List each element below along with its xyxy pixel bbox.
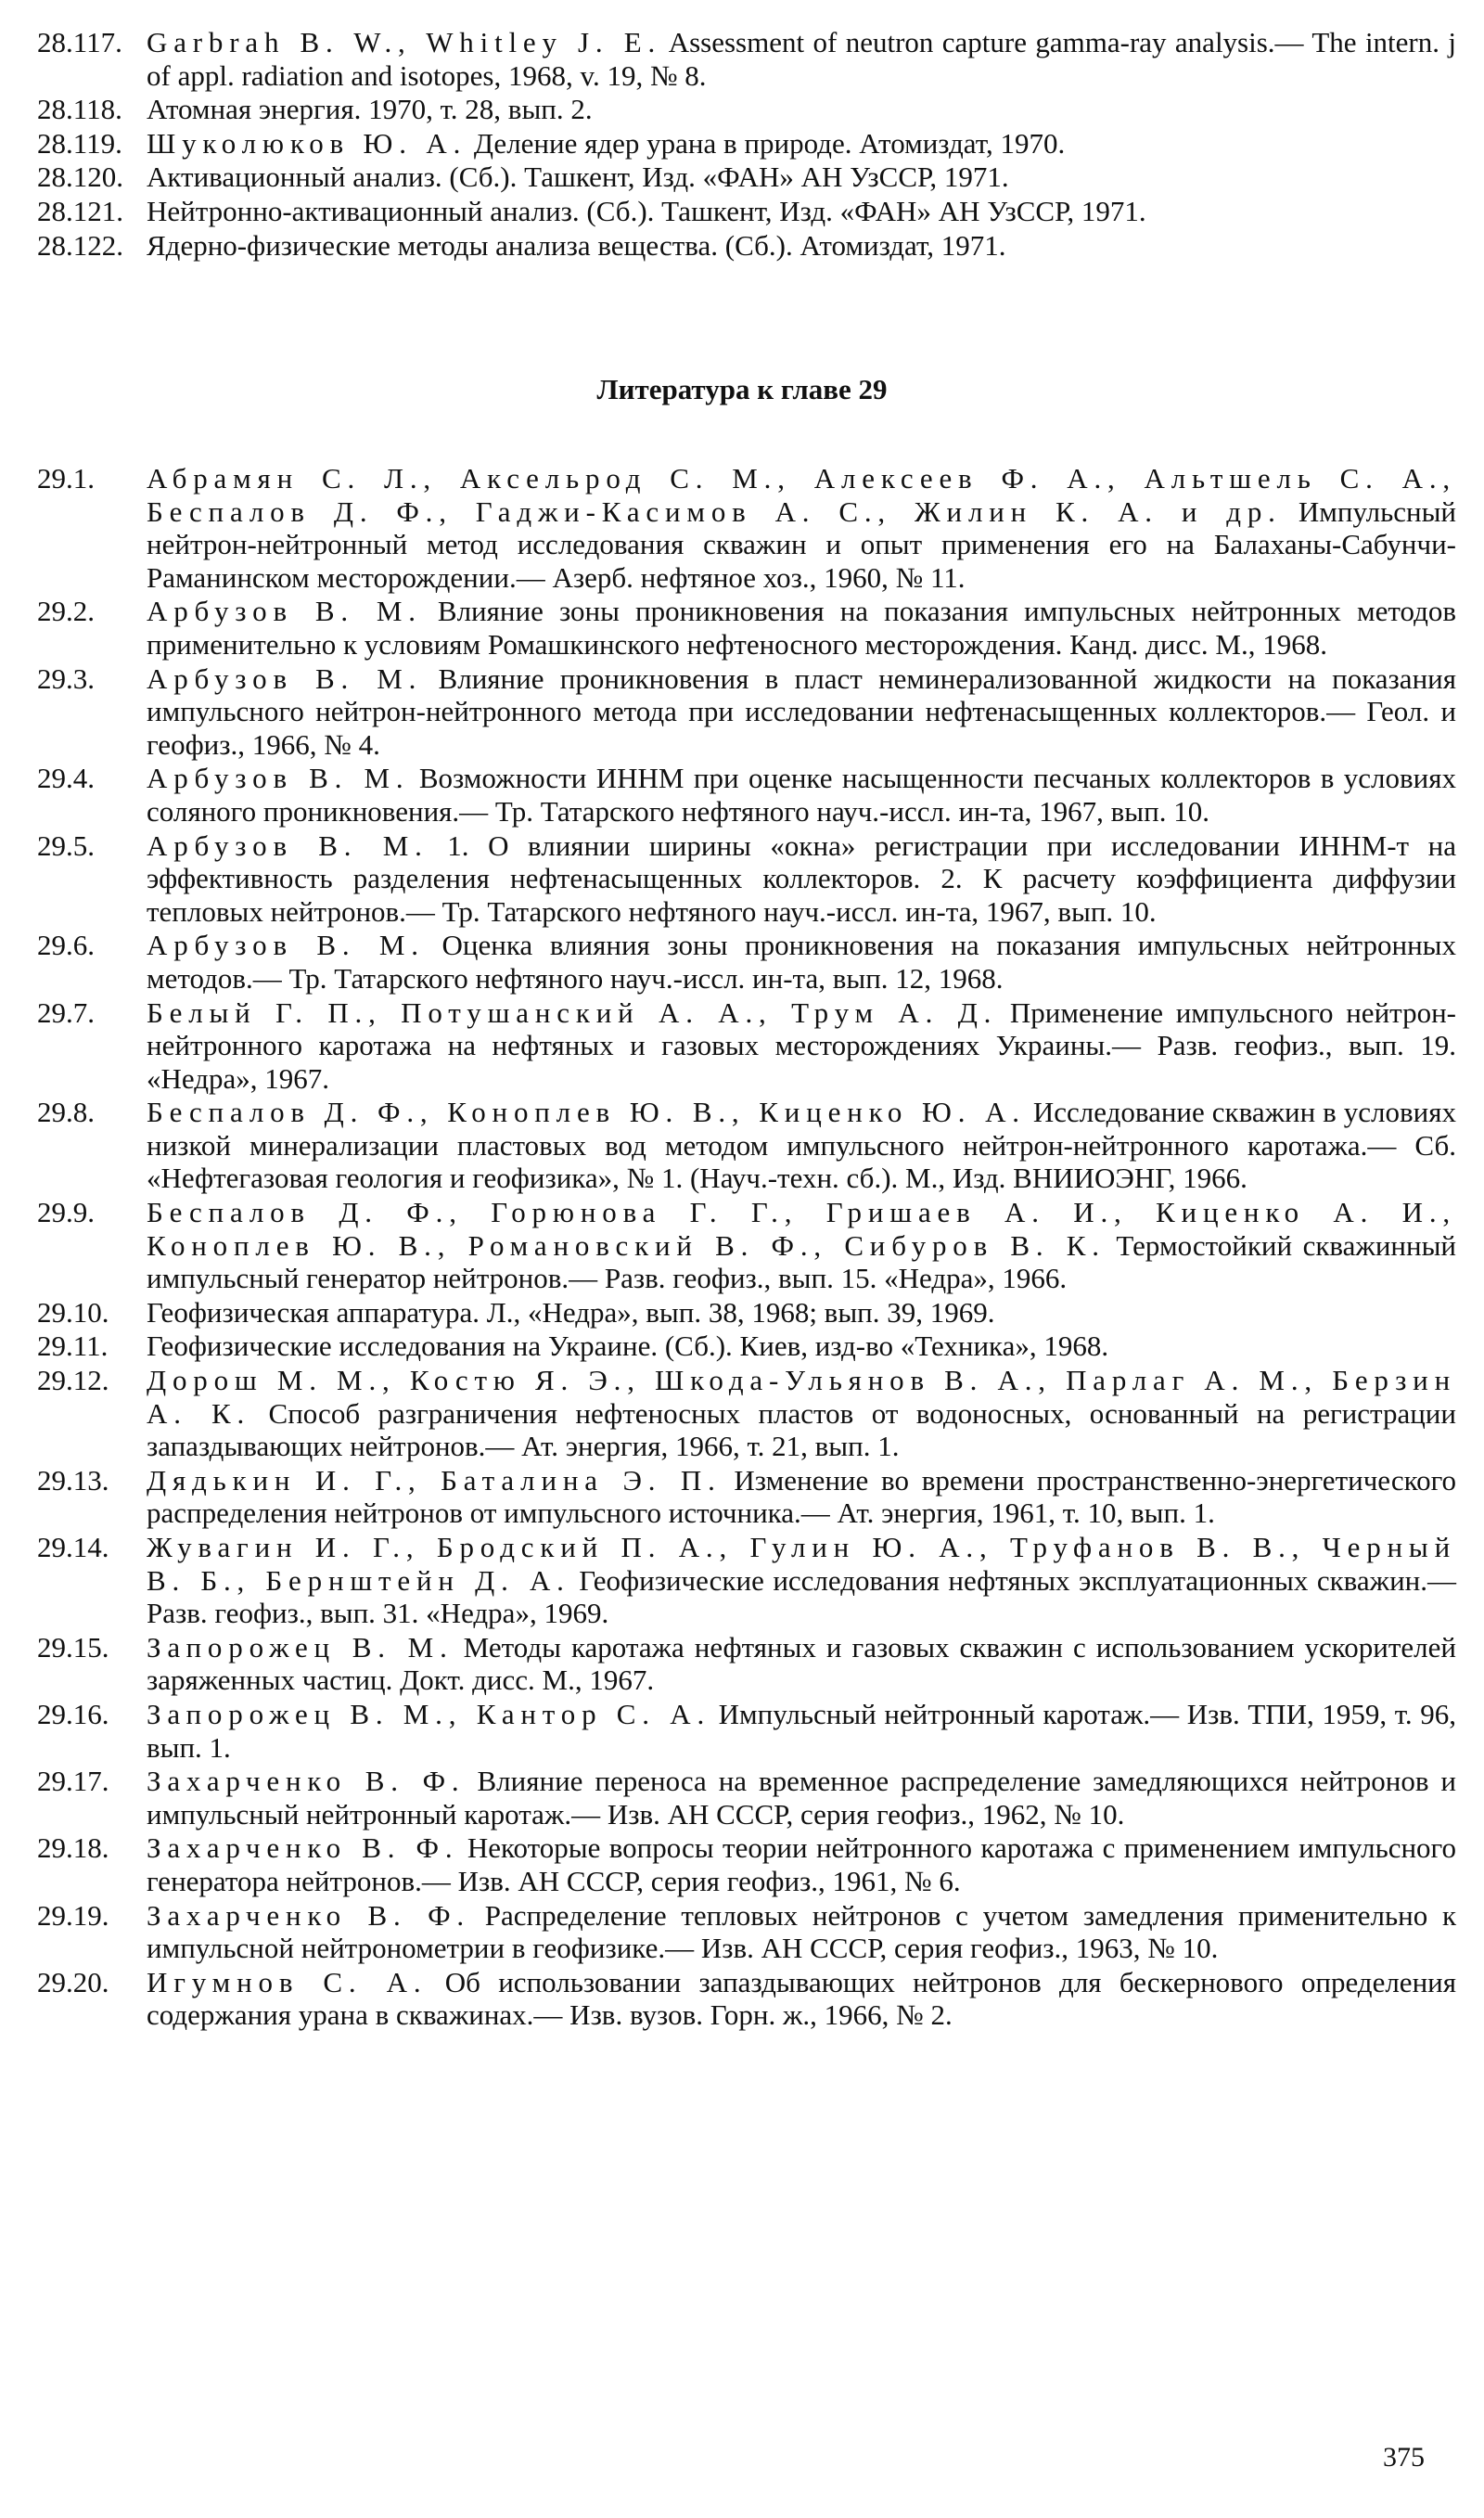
reference-text: Исследование скважин в условиях низкой минерализации пластовых вод методом импульсного нейтрон-нейтронного каротажа.— Сб. «Нефтегазовая геология и геофизика», № 1. (Науч.-техн. сб.). М., Изд. ВНИИОЭНГ, 1966.	[147, 1096, 1456, 1195]
reference-text: Активационный анализ. (Сб.). Ташкент, Изд. «ФАН» АН УзССР, 1971.	[147, 161, 1009, 194]
reference-entry	[37, 1296, 1456, 1330]
reference-text: Распределение тепловых нейтронов с учетом замедления применительно к импульсной нейтронометрии в геофизике.— Изв. АН СССР, серия геофиз., 1963, № 10.	[147, 1898, 1457, 1965]
reference-number: 29.19.	[37, 1898, 109, 1932]
reference-entry	[37, 93, 1456, 126]
reference-text: Возможности ИННМ при оценке насыщенности песчаных коллекторов в условиях соляного проникновения.— Тр. Татарского нефтяного науч.-иссл. ин-та, 1967, вып. 10.	[147, 762, 1456, 828]
reference-text: Геофизические исследования на Украине. (Сб.). Киев, изд-во «Техника», 1968.	[147, 1330, 1109, 1363]
reference-authors: Захарченко В. Ф.	[147, 1831, 459, 1865]
reference-authors: Беспалов Д. Ф., Горюнова Г. Г., Гришаев А. И., Киценко А. И., Коноплев Ю. В., Романовский В. Ф., Сибуров В. К.	[147, 1196, 1456, 1262]
reference-entry	[37, 1765, 1456, 1831]
reference-entry	[37, 1966, 1456, 2032]
reference-text: Деление ядер урана в природе. Атомиздат, 1970.	[473, 126, 1066, 160]
reference-text: Об использовании запаздывающих нейтронов для бескернового определения содержания урана в скважинах.— Изв. вузов. Горн. ж., 1966, № 2.	[147, 1965, 1457, 2032]
reference-number: 28.122.	[37, 228, 123, 262]
reference-authors: Жувагин И. Г., Бродский П. А., Гулин Ю. А., Труфанов В. В., Черный В. Б., Бернштейн Д. А.	[147, 1531, 1456, 1597]
reference-number: 28.117.	[37, 26, 122, 58]
reference-entry	[37, 462, 1456, 594]
reference-text: Некоторые вопросы теории нейтронного каротажа с применением импульсного генератора нейтронов.— Изв. АН СССР, серия геофиз., 1961, № 6.	[147, 1831, 1456, 1897]
reference-entry	[37, 1196, 1456, 1295]
reference-text: Импульсный нейтронный каротаж.— Изв. ТПИ, 1959, т. 96, вып. 1.	[147, 1697, 1457, 1764]
reference-number: 28.118.	[37, 93, 122, 126]
reference-text: Методы каротажа нефтяных и газовых скважин с использованием ускорителей заряженных частиц. Докт. дисс. М., 1967.	[147, 1630, 1456, 1697]
reference-number: 29.7.	[37, 996, 95, 1029]
reference-text: Влияние зоны проникновения на показания импульсных нейтронных методов применительно к условиям Ромашкинского нефтеносного месторождения. Канд. дисс. М., 1968.	[147, 595, 1456, 661]
reference-number: 29.10.	[37, 1295, 109, 1329]
reference-entry	[37, 595, 1456, 661]
reference-number: 29.2.	[37, 595, 95, 628]
reference-text: Атомная энергия. 1970, т. 28, вып. 2.	[147, 93, 593, 126]
reference-authors: Игумнов С. А.	[147, 1965, 428, 1998]
reference-authors: Дядькин И. Г., Баталина Э. П.	[147, 1463, 722, 1497]
reference-text: Геофизические исследования нефтяных эксплуатационных скважин.— Разв. геофиз., вып. 31. «Недра», 1969.	[147, 1563, 1457, 1630]
reference-entry	[37, 929, 1456, 995]
reference-authors: Захарченко В. Ф.	[147, 1898, 471, 1932]
reference-number: 29.9.	[37, 1196, 95, 1229]
reference-authors: Шуколюков Ю. А.	[147, 126, 467, 160]
reference-authors: Запорожец В. М., Кантор С. А.	[147, 1697, 711, 1730]
reference-text: Термостойкий скважинный импульсный генератор нейтронов.— Разв. геофиз., вып. 15. «Недра», 1966.	[147, 1228, 1457, 1295]
reference-number: 29.13.	[37, 1463, 109, 1497]
reference-entry	[37, 662, 1456, 762]
reference-authors: Арбузов В. М.	[147, 662, 423, 695]
reference-authors: Захарченко В. Ф.	[147, 1765, 466, 1798]
reference-list-chapter-28	[37, 26, 1456, 263]
reference-text: Assessment of neutron capture gamma-ray analysis.— The intern. j of appl. radiation and isotopes, 1968, v. 19, № 8.	[147, 26, 1457, 92]
reference-number: 29.17.	[37, 1765, 109, 1798]
section-heading: Литература к главе 29	[596, 373, 888, 405]
reference-number: 29.14.	[37, 1531, 109, 1563]
reference-number: 29.8.	[37, 1096, 95, 1129]
reference-entry	[37, 1096, 1456, 1195]
reference-entry	[37, 1330, 1456, 1363]
reference-entry	[37, 1899, 1456, 1965]
reference-text: Применение импульсного нейтрон-нейтронного каротажа на нефтяных и газовых месторождениях Украины.— Разв. геофиз., вып. 19. «Недра», 1967.	[147, 996, 1456, 1095]
reference-number: 29.1.	[37, 462, 95, 495]
reference-text: Оценка влияния зоны проникновения на показания импульсных нейтронных методов.— Тр. Татарского нефтяного науч.-иссл. ин-та, вып. 12, 1968.	[147, 929, 1456, 995]
reference-number: 29.5.	[37, 829, 95, 862]
reference-number: 29.18.	[37, 1831, 109, 1865]
reference-text: Ядерно-физические методы анализа вещества. (Сб.). Атомиздат, 1971.	[147, 228, 1006, 262]
reference-authors: Арбузов В. М.	[147, 595, 422, 628]
reference-entry	[37, 762, 1456, 828]
reference-text: Импульсный нейтрон-нейтронный метод исследования скважин и опыт применения его на Балаханы-Сабунчи-Раманинском месторождении.— Азерб. нефтяное хоз., 1960, № 11.	[147, 495, 1457, 594]
reference-number: 28.120.	[37, 161, 123, 194]
reference-number: 29.16.	[37, 1697, 109, 1730]
reference-number: 29.15.	[37, 1630, 109, 1664]
reference-authors: Арбузов В. М.	[147, 929, 425, 962]
reference-entry	[37, 229, 1456, 263]
reference-entry	[37, 1831, 1456, 1897]
page-number: 375	[1383, 2442, 1425, 2473]
reference-number: 29.20.	[37, 1965, 109, 1998]
reference-entry	[37, 1631, 1456, 1697]
reference-number: 29.3.	[37, 662, 95, 695]
reference-entry	[37, 26, 1456, 92]
reference-entry	[37, 829, 1456, 929]
reference-entry	[37, 1698, 1456, 1764]
reference-number: 28.119.	[37, 126, 122, 160]
reference-entry	[37, 195, 1456, 228]
reference-number: 28.121.	[37, 194, 123, 227]
reference-entry	[37, 127, 1456, 161]
reference-authors: Абрамян С. Л., Аксельрод С. М., Алексеев Ф. А., Альтшель С. А., Беспалов Д. Ф., Гаджи-Касимов А. С., Жилин К. А. и др.	[147, 462, 1456, 528]
reference-authors: Беспалов Д. Ф., Коноплев Ю. В., Киценко Ю. А.	[147, 1096, 1026, 1129]
reference-text: Влияние проникновения в пласт неминерализованной жидкости на показания импульсного нейтрон-нейтронного метода при исследовании нефтенасыщенных коллекторов.— Геол. и геофиз., 1966, № 4.	[147, 662, 1457, 761]
reference-authors: Дорош М. М., Костю Я. Э., Шкода-Ульянов В. А., Парлаг А. М., Берзин А. К.	[147, 1364, 1456, 1430]
reference-text: Способ разграничения нефтеносных пластов от водоносных, основанный на регистрации запаздывающих нейтронов.— Ат. энергия, 1966, т. 21, вып. 1.	[147, 1396, 1456, 1463]
reference-text: Изменение во времени пространственно-энергетического распределения нейтронов от импульсного источника.— Ат. энергия, 1961, т. 10, вып. 1.	[147, 1463, 1457, 1530]
reference-authors: Арбузов В. М.	[147, 829, 429, 862]
reference-list-chapter-29	[37, 462, 1456, 2033]
reference-text: Геофизическая аппаратура. Л., «Недра», вып. 38, 1968; вып. 39, 1969.	[147, 1295, 995, 1329]
reference-authors: Арбузов В. М.	[147, 762, 410, 795]
reference-entry	[37, 161, 1456, 194]
reference-number: 29.11.	[37, 1330, 109, 1363]
reference-text: Влияние переноса на временное распределение замедляющихся нейтронов и импульсный нейтронный каротаж.— Изв. АН СССР, серия геофиз., 1962, № 10.	[147, 1765, 1456, 1831]
reference-number: 29.12.	[37, 1364, 109, 1397]
reference-number: 29.6.	[37, 929, 95, 962]
reference-authors: Garbrah B. W., Whitley J. E.	[147, 26, 662, 58]
reference-entry	[37, 996, 1456, 1096]
reference-entry	[37, 1364, 1456, 1463]
reference-text: Нейтронно-активационный анализ. (Сб.). Ташкент, Изд. «ФАН» АН УзССР, 1971.	[147, 194, 1146, 227]
reference-authors: Запорожец В. М.	[147, 1630, 454, 1664]
reference-authors: Белый Г. П., Потушанский А. А., Трум А. Д.	[147, 996, 998, 1029]
reference-entry	[37, 1531, 1456, 1630]
reference-entry	[37, 1464, 1456, 1530]
reference-text: 1. О влиянии ширины «окна» регистрации при исследовании ИННМ-т на эффективность разделения нефтенасыщенных коллекторов. 2. К расчету коэффициента диффузии тепловых нейтронов.— Тр. Татарского нефтяного науч.-иссл. ин-та, 1967, вып. 10.	[147, 829, 1456, 928]
reference-number: 29.4.	[37, 762, 95, 795]
